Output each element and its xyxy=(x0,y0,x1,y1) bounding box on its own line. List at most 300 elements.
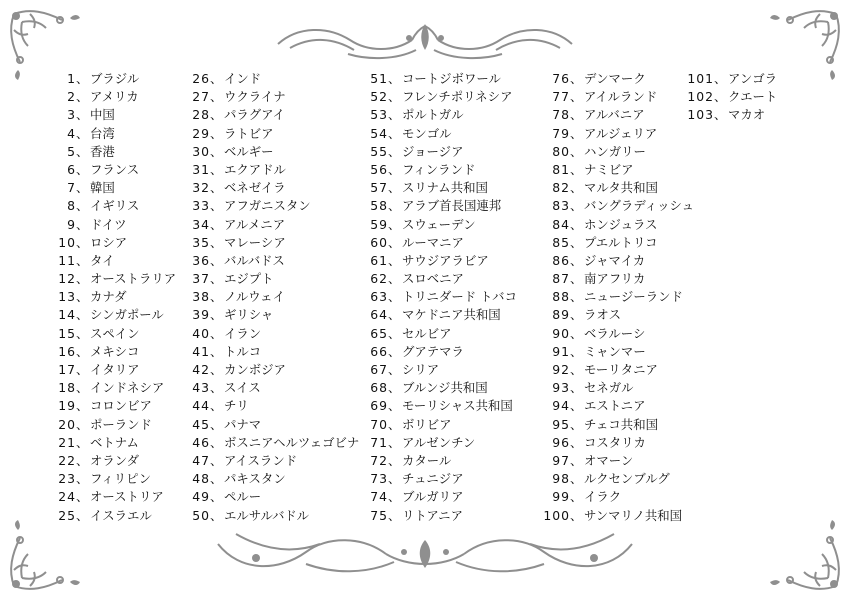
item-separator: 、 xyxy=(570,252,583,268)
country-list-item xyxy=(356,470,517,488)
item-number: 29 xyxy=(192,125,210,141)
item-separator: 、 xyxy=(76,161,89,177)
item-number: 101 xyxy=(687,71,714,86)
item-number: 90 xyxy=(552,325,570,341)
item-separator: 、 xyxy=(714,89,727,105)
item-separator: 、 xyxy=(76,180,89,196)
item-separator: 、 xyxy=(570,198,583,214)
country-name: デンマーク xyxy=(584,71,646,86)
country-list-item xyxy=(180,434,359,452)
item-number: 91 xyxy=(552,343,570,359)
item-number: 61 xyxy=(370,252,388,268)
country-list-item xyxy=(536,470,694,488)
item-separator: 、 xyxy=(210,271,223,287)
country-list-item xyxy=(48,343,176,361)
country-name: オランダ xyxy=(90,452,140,468)
country-list-item xyxy=(48,70,176,88)
country-name: サンマリノ共和国 xyxy=(584,507,683,523)
country-name: ポルトガル xyxy=(402,107,464,123)
item-separator: 、 xyxy=(76,471,89,487)
item-separator: 、 xyxy=(210,325,223,341)
country-list-item xyxy=(180,161,359,179)
item-separator: 、 xyxy=(570,180,583,196)
item-number: 50 xyxy=(192,507,210,523)
country-list-item xyxy=(356,197,517,215)
country-list-item xyxy=(48,361,176,379)
item-separator: 、 xyxy=(570,398,583,414)
country-name: ルクセンブルグ xyxy=(584,471,670,487)
country-list-item xyxy=(48,270,176,288)
country-name: ギリシャ xyxy=(224,307,274,323)
country-list-item xyxy=(356,416,517,434)
item-number: 9 xyxy=(67,216,76,232)
country-name: ポーランド xyxy=(90,416,152,432)
item-separator: 、 xyxy=(210,89,223,105)
country-list-item xyxy=(536,234,694,252)
country-name: スペイン xyxy=(90,325,140,341)
item-number: 88 xyxy=(552,289,570,305)
item-number: 54 xyxy=(370,125,388,141)
country-name: マカオ xyxy=(728,107,766,123)
country-list-item xyxy=(356,252,517,270)
item-number: 33 xyxy=(192,198,210,214)
item-separator: 、 xyxy=(570,161,583,177)
item-number: 78 xyxy=(552,107,570,123)
item-number: 80 xyxy=(552,143,570,159)
country-name: マケドニア共和国 xyxy=(402,307,501,323)
country-list-item xyxy=(536,361,694,379)
country-list-item xyxy=(48,161,176,179)
country-name: 中国 xyxy=(90,107,115,123)
item-separator: 、 xyxy=(570,507,583,523)
item-number: 21 xyxy=(58,434,76,450)
country-list-item xyxy=(48,488,176,506)
item-number: 35 xyxy=(192,234,210,250)
country-name: ラオス xyxy=(584,307,622,323)
item-separator: 、 xyxy=(570,216,583,232)
country-list-item xyxy=(48,379,176,397)
item-number: 62 xyxy=(370,271,388,287)
country-list-item xyxy=(180,270,359,288)
country-name: ドイツ xyxy=(90,216,127,232)
country-name: モンゴル xyxy=(402,125,452,141)
country-list-item xyxy=(48,197,176,215)
country-name: コロンビア xyxy=(90,398,152,414)
item-number: 69 xyxy=(370,398,388,414)
item-separator: 、 xyxy=(210,289,223,305)
item-number: 63 xyxy=(370,289,388,305)
country-name: グアテマラ xyxy=(402,343,464,359)
country-name: イスラエル xyxy=(90,507,152,523)
top-flourish-icon xyxy=(276,20,574,66)
country-list-item xyxy=(536,325,694,343)
country-list-item xyxy=(180,470,359,488)
item-separator: 、 xyxy=(570,489,583,505)
item-number: 19 xyxy=(58,398,76,414)
country-name: アンゴラ xyxy=(728,71,778,86)
item-separator: 、 xyxy=(76,198,89,214)
country-name: チリ xyxy=(224,398,249,414)
item-number: 98 xyxy=(552,471,570,487)
country-name: ミャンマー xyxy=(584,343,646,359)
item-number: 89 xyxy=(552,307,570,323)
country-name: アルバニア xyxy=(584,107,645,123)
item-separator: 、 xyxy=(388,71,401,86)
item-number: 47 xyxy=(192,452,210,468)
country-name: エジプト xyxy=(224,271,274,287)
country-name: シリア xyxy=(402,362,440,377)
item-separator: 、 xyxy=(570,89,583,105)
item-number: 34 xyxy=(192,216,210,232)
item-separator: 、 xyxy=(388,180,401,196)
country-name: コスタリカ xyxy=(584,434,646,450)
item-number: 53 xyxy=(370,107,388,123)
corner-flourish-icon xyxy=(768,4,846,88)
item-number: 96 xyxy=(552,434,570,450)
country-list-item xyxy=(674,88,777,106)
country-list-item xyxy=(180,452,359,470)
item-number: 38 xyxy=(192,289,210,305)
item-number: 52 xyxy=(370,89,388,105)
country-list-item xyxy=(180,88,359,106)
country-list-item xyxy=(536,88,694,106)
country-list-item xyxy=(356,306,517,324)
country-list-item xyxy=(48,179,176,197)
country-list-item xyxy=(536,216,694,234)
country-name: コートジボワール xyxy=(402,71,501,86)
country-name: インドネシア xyxy=(90,380,165,396)
item-number: 51 xyxy=(370,71,388,86)
country-name: 韓国 xyxy=(90,180,115,196)
item-separator: 、 xyxy=(388,507,401,523)
country-name: オーストリア xyxy=(90,489,164,505)
item-number: 1 xyxy=(67,71,76,86)
country-name: アルメニア xyxy=(224,216,286,232)
country-list-item xyxy=(356,143,517,161)
item-separator: 、 xyxy=(570,452,583,468)
country-column-3 xyxy=(356,70,517,525)
country-name: ニュージーランド xyxy=(584,289,683,305)
item-number: 25 xyxy=(58,507,76,523)
country-list-item xyxy=(536,106,694,124)
item-number: 45 xyxy=(192,416,210,432)
item-number: 20 xyxy=(58,416,76,432)
item-number: 32 xyxy=(192,180,210,196)
item-separator: 、 xyxy=(76,489,89,505)
country-list-item xyxy=(48,397,176,415)
item-separator: 、 xyxy=(76,507,89,523)
country-list-item xyxy=(180,179,359,197)
item-number: 22 xyxy=(58,452,76,468)
country-list-item xyxy=(356,343,517,361)
item-separator: 、 xyxy=(210,71,223,86)
country-name: セネガル xyxy=(584,380,634,396)
country-name: ホンジュラス xyxy=(584,216,658,232)
country-column-1 xyxy=(48,70,176,525)
item-separator: 、 xyxy=(76,125,89,141)
item-separator: 、 xyxy=(714,71,727,86)
item-number: 43 xyxy=(192,380,210,396)
item-number: 68 xyxy=(370,380,388,396)
country-list-item xyxy=(536,379,694,397)
item-separator: 、 xyxy=(388,416,401,432)
country-name: サウジアラビア xyxy=(402,252,489,268)
item-number: 70 xyxy=(370,416,388,432)
country-name: ベルギー xyxy=(224,143,274,159)
country-list-item xyxy=(536,161,694,179)
item-number: 75 xyxy=(370,507,388,523)
item-number: 85 xyxy=(552,234,570,250)
item-separator: 、 xyxy=(76,452,89,468)
country-list-item xyxy=(536,179,694,197)
item-number: 65 xyxy=(370,325,388,341)
item-separator: 、 xyxy=(570,416,583,432)
country-name: パナマ xyxy=(224,416,262,432)
item-separator: 、 xyxy=(570,343,583,359)
country-name: トルコ xyxy=(224,343,262,359)
item-number: 86 xyxy=(552,252,570,268)
item-separator: 、 xyxy=(388,398,401,414)
item-separator: 、 xyxy=(76,252,89,268)
country-list-item xyxy=(356,488,517,506)
item-number: 76 xyxy=(552,71,570,86)
country-list-item xyxy=(48,125,176,143)
country-name: マルタ共和国 xyxy=(584,180,658,196)
item-separator: 、 xyxy=(388,161,401,177)
country-name: スリナム共和国 xyxy=(402,180,488,196)
item-number: 28 xyxy=(192,107,210,123)
item-number: 26 xyxy=(192,71,210,86)
country-list-item xyxy=(48,106,176,124)
country-list-item xyxy=(48,452,176,470)
item-number: 36 xyxy=(192,252,210,268)
country-name: パラグアイ xyxy=(224,107,285,123)
country-name: クエート xyxy=(728,89,778,105)
country-list-item xyxy=(180,216,359,234)
item-separator: 、 xyxy=(570,71,583,86)
country-name: ウクライナ xyxy=(224,89,286,105)
item-separator: 、 xyxy=(388,289,401,305)
country-list-item xyxy=(180,106,359,124)
country-column-4 xyxy=(536,70,694,525)
country-list-item xyxy=(356,379,517,397)
item-number: 40 xyxy=(192,325,210,341)
country-column-2 xyxy=(180,70,359,525)
item-separator: 、 xyxy=(570,271,583,287)
country-name: イラク xyxy=(584,489,622,505)
country-list-item xyxy=(180,125,359,143)
item-separator: 、 xyxy=(388,107,401,123)
country-list-item xyxy=(536,288,694,306)
item-separator: 、 xyxy=(570,234,583,250)
item-number: 74 xyxy=(370,489,388,505)
country-list-item xyxy=(48,507,176,525)
item-number: 92 xyxy=(552,362,570,377)
item-number: 67 xyxy=(370,362,388,377)
country-list-item xyxy=(180,507,359,525)
country-list-item xyxy=(180,343,359,361)
country-name: バルバドス xyxy=(224,252,285,268)
item-separator: 、 xyxy=(76,89,89,105)
country-list-item xyxy=(356,88,517,106)
item-number: 24 xyxy=(58,489,76,505)
country-name: シンガポール xyxy=(90,307,164,323)
country-name: ルーマニア xyxy=(402,234,464,250)
country-name: インド xyxy=(224,71,262,86)
item-separator: 、 xyxy=(570,434,583,450)
country-list-item xyxy=(536,306,694,324)
item-separator: 、 xyxy=(388,362,401,377)
item-number: 77 xyxy=(552,89,570,105)
country-list-item xyxy=(356,434,517,452)
country-list-item xyxy=(536,488,694,506)
item-number: 83 xyxy=(552,198,570,214)
item-number: 84 xyxy=(552,216,570,232)
item-separator: 、 xyxy=(210,180,223,196)
country-name: マレーシア xyxy=(224,234,286,250)
country-name: ベネゼイラ xyxy=(224,180,286,196)
item-separator: 、 xyxy=(210,471,223,487)
country-list-item xyxy=(48,325,176,343)
item-separator: 、 xyxy=(388,325,401,341)
country-name: アルゼンチン xyxy=(402,434,476,450)
item-number: 72 xyxy=(370,452,388,468)
item-number: 79 xyxy=(552,125,570,141)
item-separator: 、 xyxy=(388,216,401,232)
item-separator: 、 xyxy=(210,234,223,250)
country-list-item xyxy=(536,416,694,434)
item-separator: 、 xyxy=(388,252,401,268)
item-separator: 、 xyxy=(210,416,223,432)
country-list-item xyxy=(536,70,694,88)
item-number: 66 xyxy=(370,343,388,359)
item-separator: 、 xyxy=(570,107,583,123)
item-number: 31 xyxy=(192,161,210,177)
country-name: スロベニア xyxy=(402,271,464,287)
country-name: カンボジア xyxy=(224,362,286,377)
country-name: 台湾 xyxy=(90,125,115,141)
country-name: フランス xyxy=(90,161,140,177)
country-name: エストニア xyxy=(584,398,646,414)
item-separator: 、 xyxy=(210,362,223,377)
item-separator: 、 xyxy=(210,398,223,414)
country-list-item xyxy=(48,434,176,452)
country-name: ベラルーシ xyxy=(584,325,646,341)
country-name: イタリア xyxy=(90,362,140,377)
country-list-item xyxy=(48,88,176,106)
country-list-item xyxy=(536,397,694,415)
item-separator: 、 xyxy=(76,71,89,86)
item-number: 58 xyxy=(370,198,388,214)
country-name: アフガニスタン xyxy=(224,198,311,214)
country-name: パキスタン xyxy=(224,471,286,487)
country-list-item xyxy=(180,306,359,324)
country-list-item xyxy=(356,270,517,288)
country-name: ブルガリア xyxy=(402,489,464,505)
item-number: 15 xyxy=(58,325,76,341)
country-name: オマーン xyxy=(584,452,634,468)
item-separator: 、 xyxy=(388,471,401,487)
country-name: ペルー xyxy=(224,489,262,505)
item-separator: 、 xyxy=(210,489,223,505)
item-separator: 、 xyxy=(570,307,583,323)
item-separator: 、 xyxy=(76,380,89,396)
item-separator: 、 xyxy=(570,380,583,396)
item-separator: 、 xyxy=(210,143,223,159)
country-name: スウェーデン xyxy=(402,216,476,232)
country-list-item xyxy=(356,452,517,470)
item-number: 16 xyxy=(58,343,76,359)
item-separator: 、 xyxy=(76,289,89,305)
item-number: 93 xyxy=(552,380,570,396)
country-name: モーリタニア xyxy=(584,362,658,377)
item-number: 44 xyxy=(192,398,210,414)
item-number: 4 xyxy=(67,125,76,141)
item-separator: 、 xyxy=(210,198,223,214)
item-number: 41 xyxy=(192,343,210,359)
item-separator: 、 xyxy=(388,380,401,396)
country-list-item xyxy=(536,343,694,361)
country-list-item xyxy=(48,416,176,434)
item-separator: 、 xyxy=(76,398,89,414)
country-list-item xyxy=(356,234,517,252)
country-list-item xyxy=(180,397,359,415)
item-number: 11 xyxy=(58,252,76,268)
country-name: スイス xyxy=(224,380,261,396)
item-number: 23 xyxy=(58,471,76,487)
country-name: セルビア xyxy=(402,325,452,341)
item-number: 81 xyxy=(552,161,570,177)
item-separator: 、 xyxy=(210,452,223,468)
country-list-item xyxy=(48,470,176,488)
item-separator: 、 xyxy=(210,434,223,450)
country-name: アイルランド xyxy=(584,89,658,105)
item-number: 14 xyxy=(58,307,76,323)
item-number: 3 xyxy=(67,107,76,123)
country-name: イラン xyxy=(224,325,262,341)
item-separator: 、 xyxy=(76,343,89,359)
item-number: 57 xyxy=(370,180,388,196)
item-number: 30 xyxy=(192,143,210,159)
country-name: アルジェリア xyxy=(584,125,658,141)
country-list-item xyxy=(180,70,359,88)
item-number: 18 xyxy=(58,380,76,396)
item-number: 37 xyxy=(192,271,210,287)
country-name: 香港 xyxy=(90,143,115,159)
item-number: 8 xyxy=(67,198,76,214)
item-separator: 、 xyxy=(76,325,89,341)
item-separator: 、 xyxy=(210,125,223,141)
item-number: 102 xyxy=(687,89,714,105)
country-name: ボスニアヘルツェゴビナ xyxy=(224,434,360,450)
country-list-item xyxy=(536,252,694,270)
country-list-item xyxy=(180,252,359,270)
country-list-item xyxy=(536,434,694,452)
item-separator: 、 xyxy=(76,307,89,323)
country-name: フィンランド xyxy=(402,161,476,177)
item-number: 99 xyxy=(552,489,570,505)
country-name: ボリビア xyxy=(402,416,452,432)
item-number: 97 xyxy=(552,452,570,468)
item-number: 42 xyxy=(192,362,210,377)
country-name: 南アフリカ xyxy=(584,271,646,287)
item-separator: 、 xyxy=(570,325,583,341)
item-separator: 、 xyxy=(388,125,401,141)
country-name: アメリカ xyxy=(90,89,139,105)
item-number: 59 xyxy=(370,216,388,232)
item-separator: 、 xyxy=(210,307,223,323)
country-name: ブルンジ共和国 xyxy=(402,380,488,396)
